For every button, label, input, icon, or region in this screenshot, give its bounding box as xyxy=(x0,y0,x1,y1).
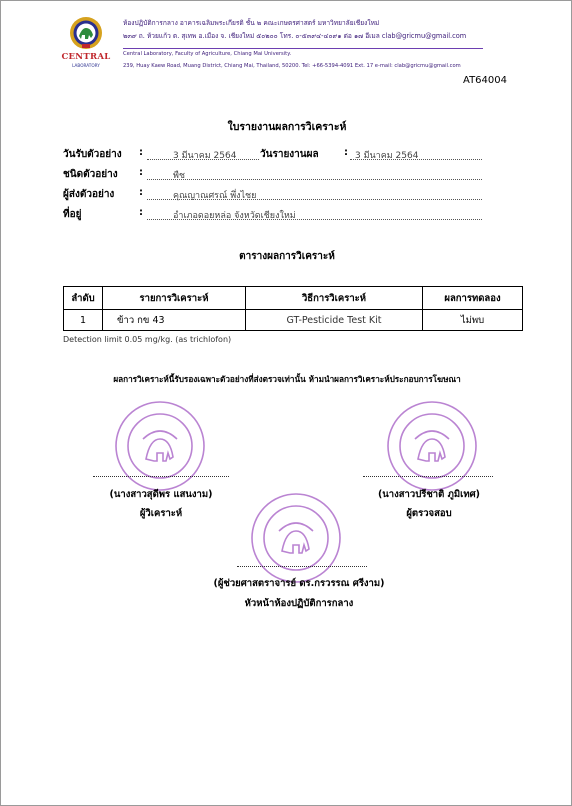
sample-type-label: ชนิดตัวอย่าง xyxy=(63,169,118,180)
address-value: อำเภอดอยหล่อ จังหวัดเชียงใหม่ xyxy=(173,211,296,221)
logo-wordmark: CENTRAL xyxy=(61,52,111,62)
logo-subtext: LABORATORY xyxy=(72,63,100,68)
table-row xyxy=(64,310,523,331)
analyst-role: ผู้วิเคราะห์ xyxy=(139,508,183,519)
colon: : xyxy=(139,147,143,158)
report-date-label: วันรายงานผล xyxy=(260,149,319,160)
table-header-row xyxy=(64,287,523,310)
report-title: ใบรายงานผลการวิเคราะห์ xyxy=(227,121,347,133)
document-code: AT64004 xyxy=(463,75,507,86)
table-cell: GT-Pesticide Test Kit xyxy=(246,310,423,331)
received-date-label: วันรับตัวอย่าง xyxy=(63,149,122,160)
sender-value: คุณญาณศรณ์ พึ่งไชย xyxy=(173,191,257,201)
results-table-title: ตารางผลการวิเคราะห์ xyxy=(239,251,335,262)
column-header: ลำดับ xyxy=(64,287,103,310)
column-header: ผลการทดลอง xyxy=(423,287,523,310)
detection-limit-note: Detection limit 0.05 mg/kg. (as trichlofon) xyxy=(63,335,232,344)
address-label: ที่อยู่ xyxy=(63,209,82,220)
disclaimer-text: ผลการวิเคราะห์นี้รับรองเฉพาะตัวอย่างที่ส่งตรวจเท่านั้น ห้ามนำผลการวิเคราะห์ประกอบการโฆษณา xyxy=(113,374,461,384)
analyst-signature-line xyxy=(93,476,229,477)
colon: : xyxy=(139,187,143,198)
head-signature-line xyxy=(237,566,367,567)
checker-signature-line xyxy=(363,476,493,477)
column-header: วิธีการวิเคราะห์ xyxy=(246,287,423,310)
table-cell: ข้าว กข 43 xyxy=(103,310,246,331)
university-seal-stamp xyxy=(385,399,479,493)
report-date-value: 3 มีนาคม 2564 xyxy=(355,151,419,161)
received-date-value: 3 มีนาคม 2564 xyxy=(173,151,237,161)
sender-label: ผู้ส่งตัวอย่าง xyxy=(63,189,115,200)
header-divider xyxy=(123,48,483,49)
header-thai-line1: ห้องปฏิบัติการกลาง อาคารเฉลิมพระเกียรติ ชั้น ๒ คณะเกษตรศาสตร์ มหาวิทยาลัยเชียงใหม่ xyxy=(123,19,380,27)
central-lab-logo xyxy=(59,14,113,72)
checker-name: (นางสาวปรีชาติ ภูมิเทศ) xyxy=(377,489,481,500)
head-role: หัวหน้าห้องปฏิบัติการกลาง xyxy=(244,598,354,609)
header-thai-line2: ๒๓๙ ถ. ห้วยแก้ว ต. สุเทพ อ.เมือง จ. เชียงใหม่ ๕๐๒๐๐ โทร. ๐-๕๓๙๔-๔๐๙๑ ต่อ ๑๗ อีเมล clab@gricmu@gmail.com xyxy=(123,32,467,40)
header-en-line2: 239, Huay Kaew Road, Muang District, Chiang Mai, Thailand, 50200. Tel: +66-5394-4091 Ext. 17 e-mail: clab@gricmu@gmail.com xyxy=(123,63,461,69)
sample-type-value: พืช xyxy=(173,171,186,181)
table-cell: ไม่พบ xyxy=(423,310,523,331)
university-seal-stamp xyxy=(113,399,207,493)
results-table xyxy=(63,286,523,331)
header-en-line1: Central Laboratory, Faculty of Agriculture, Chiang Mai University. xyxy=(123,51,292,57)
analyst-name: (นางสาวสุดีพร แสนงาม) xyxy=(109,489,213,500)
colon: : xyxy=(139,167,143,178)
colon: : xyxy=(139,207,143,218)
colon: : xyxy=(344,147,348,158)
head-name: (ผู้ช่วยศาสตราจารย์ ดร.กรวรรณ ศรีงาม) xyxy=(213,578,385,589)
checker-role: ผู้ตรวจสอบ xyxy=(406,508,452,519)
table-cell: 1 xyxy=(64,310,103,331)
column-header: รายการวิเคราะห์ xyxy=(103,287,246,310)
sample-type-dots xyxy=(147,179,482,180)
